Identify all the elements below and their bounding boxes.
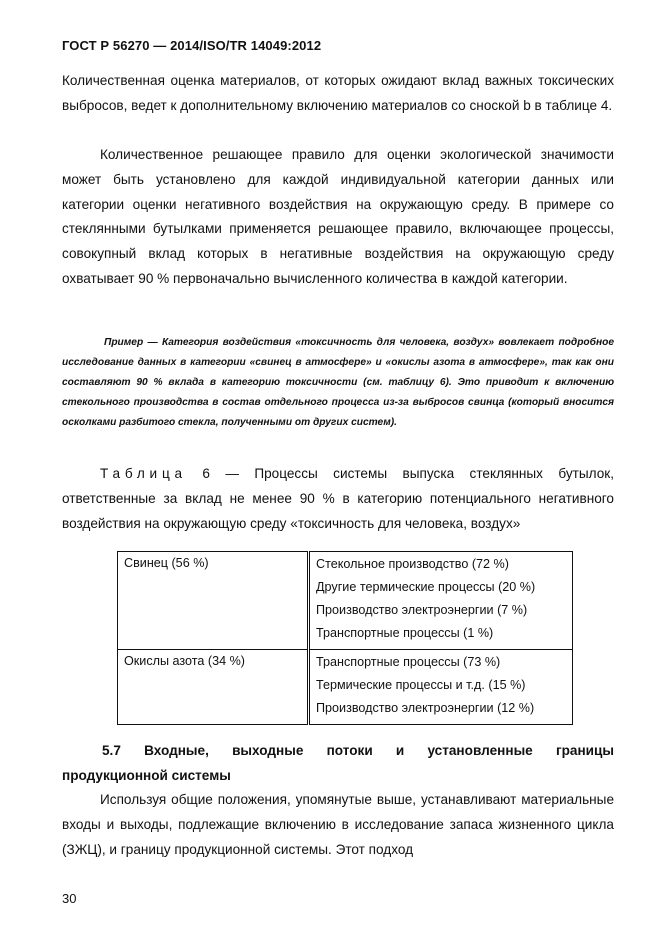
example-note: Пример — Категория воздействия «токсичность для человека, воздух» вовлекает подробное исследование данных в категории «свинец в атмосфере» и «окислы азота в атмосфере», так как они составляют 90 % вклада в категорию токсичности (см. таблицу 6). Это приводит к включению стекольного производства в состав отдельного процесса из-за выбросов свинца (который вносится осколками разбитого стекла, полученными от других систем).	[62, 337, 614, 429]
process-item: Производство электроэнергии (7 %)	[316, 603, 528, 617]
process-item: Транспортные процессы (1 %)	[316, 626, 494, 640]
section-title-word: границы	[555, 743, 614, 758]
paragraph-decision-rule: Количественное решающее правило для оценки экологической значимости может быть установлено для каждой индивидуальной категории данных или категории оценки негативного воздействия на окружающую среду. В примере со стеклянными бутылками применяется решающее правило, включающее процессы, совокупный вклад которых в негативные воздействия на окружающую среду охватывает 90 % первоначально вычисленного количества в каждой категории.	[62, 147, 614, 286]
table-cell-processes	[309, 552, 573, 650]
table-caption	[62, 462, 614, 536]
table-row	[118, 650, 573, 725]
table-cell-category: Свинец (56 %)	[118, 552, 309, 650]
process-item: Стекольное производство (72 %)	[316, 557, 509, 571]
section-title-word: установленные	[427, 743, 533, 758]
document-header: ГОСТ Р 56270 — 2014/ISO/TR 14049:2012	[62, 38, 322, 53]
section-title-word: и	[395, 743, 405, 758]
paragraph-materials-assessment: Количественная оценка материалов, от которых ожидают вклад важных токсических выбросов, ведет к дополнительному включению материалов со сноской b в таблице 4.	[62, 73, 614, 113]
table-row	[118, 552, 573, 650]
paragraph-inputs-outputs: Используя общие положения, упомянутые выше, устанавливают материальные входы и выходы, подлежащие включению в исследование запаса жизненного цикла (ЗЖЦ), и границу продукционной системы. Этот подход	[62, 792, 614, 857]
table-caption-word: Таблица	[100, 466, 187, 481]
process-item: Термические процессы и т.д. (15 %)	[316, 678, 526, 692]
section-heading	[62, 738, 614, 788]
process-item: Транспортные процессы (73 %)	[316, 655, 501, 669]
section-title-word: выходные	[232, 743, 304, 758]
section-heading-line1	[102, 738, 614, 763]
process-item: Производство электроэнергии (12 %)	[316, 701, 535, 715]
table-cell-category: Окислы азота (34 %)	[118, 650, 309, 725]
processes-table	[117, 551, 573, 725]
section-number: 5.7	[102, 743, 121, 758]
section-title-word: потоки	[326, 743, 373, 758]
page-number: 30	[62, 891, 77, 906]
table-caption-number: 6	[202, 466, 210, 481]
process-item: Другие термические процессы (20 %)	[316, 580, 536, 594]
table-caption-text: — Процессы системы выпуска стеклянных бутылок, ответственные за вклад не менее 90 % в категорию потенциального негативного воздействия на окружающую среду «токсичность для человека, воздух»	[62, 466, 614, 531]
processes-table-container	[117, 551, 573, 717]
section-heading-line2: продукционной системы	[62, 768, 231, 783]
section-title-word: Входные,	[144, 743, 209, 758]
table-cell-processes	[309, 650, 573, 725]
